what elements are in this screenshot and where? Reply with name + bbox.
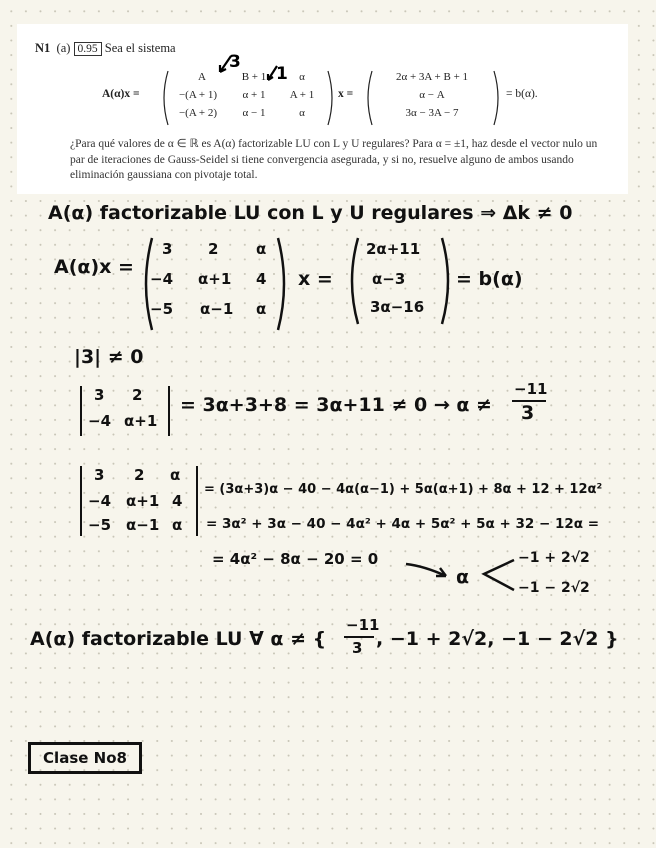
system-lhs: A(α)x = — [102, 88, 140, 100]
hw-conclusion-frac-num: −11 — [346, 616, 380, 634]
hw-det3-line1: = (3α+3)α − 40 − 4α(α−1) + 5α(α+1) + 8α + 12 + 12α² — [204, 482, 603, 497]
matrix-cell: α — [299, 107, 305, 119]
x-equals: x = — [338, 88, 354, 100]
hw-det3-cell: −4 — [88, 492, 112, 510]
vector-cell: 3α − 3A − 7 — [405, 107, 459, 119]
hw-matrix-cell: α — [256, 240, 267, 258]
hw-det2-cell: 2 — [132, 386, 143, 404]
system-rhs: = b(α). — [506, 88, 538, 100]
hw-matrix-cell: −5 — [150, 300, 174, 318]
hw-matrix-cell: 2 — [208, 240, 219, 258]
clase-label: Clase No8 — [28, 742, 142, 774]
det-bar — [80, 386, 82, 436]
hw-matrix-cell: 3 — [162, 240, 173, 258]
det-bar — [196, 466, 198, 536]
hw-system-rhs: = b(α) — [456, 268, 523, 290]
hw-right-paren — [276, 236, 290, 332]
hw-conclusion-frac-den: 3 — [352, 639, 363, 657]
hw-det3-cell: 2 — [134, 466, 145, 484]
hw-matrix-cell: α−1 — [200, 300, 234, 318]
hw-det2-cell: α+1 — [124, 412, 158, 430]
hw-det2-equation: = 3α+3+8 = 3α+11 ≠ 0 → α ≠ — [180, 394, 492, 416]
hw-root2: −1 − 2√2 — [518, 580, 590, 596]
hw-matrix-cell: −4 — [150, 270, 174, 288]
hw-vector-cell: 3α−16 — [370, 298, 425, 316]
arrow-icon — [404, 558, 452, 582]
hw-det2-frac-num: −11 — [514, 380, 548, 398]
hw-conclusion-prefix: A(α) factorizable LU ∀ α ≠ { — [30, 628, 327, 650]
matrix-cell: −(A + 2) — [178, 107, 218, 119]
hw-det3-cell: α+1 — [126, 492, 160, 510]
matrix-cell: −(A + 1) — [178, 89, 218, 101]
hw-det3-cell: α — [172, 516, 183, 534]
hw-x-equals: x = — [298, 268, 333, 290]
annotation-a-value: 3 — [229, 52, 241, 72]
hw-det2-frac-den: 3 — [521, 402, 535, 424]
hw-det3-cell: α−1 — [126, 516, 160, 534]
hw-condition: A(α) factorizable LU con L y U regulares ⇒ Δk ≠ 0 — [48, 202, 573, 224]
problem-intro: Sea el sistema — [104, 41, 176, 55]
det-bar — [168, 386, 170, 436]
matrix-cell: A + 1 — [289, 89, 315, 101]
fraction-bar — [344, 636, 374, 638]
hw-det3-line3: = 4α² − 8α − 20 = 0 — [212, 550, 379, 568]
hw-vector-cell: 2α+11 — [366, 240, 421, 258]
vector-cell: α − A — [419, 89, 445, 101]
hw-system-lhs: A(α)x = — [54, 256, 134, 278]
hw-det3-line2: = 3α² + 3α − 40 − 4α² + 4α + 5α² + 5α + 32 − 12α = — [206, 516, 600, 532]
hw-conclusion-rest: , −1 + 2√2, −1 − 2√2 } — [376, 628, 619, 650]
hw-det3-cell: 4 — [172, 492, 183, 510]
points-box: 0.95 — [74, 42, 102, 56]
hw-det1: |3| ≠ 0 — [74, 346, 144, 368]
matrix-cell: α — [299, 71, 305, 83]
problem-question: ¿Para qué valores de α ∈ ℝ es A(α) factorizable LU con L y U regulares? Para α = ±1, haz desde el vector nulo un par de iteraciones de Gauss-Seidel si tiene convergencia asegurada, y si no, resuelve alguno de ambos usando eliminación gaussiana con pivotaje total. — [70, 138, 598, 181]
hw-right-paren-vector — [440, 236, 454, 326]
hw-root1: −1 + 2√2 — [518, 550, 590, 566]
problem-part: (a) — [56, 41, 71, 55]
right-paren — [326, 69, 336, 127]
problem-number: N1 — [35, 41, 51, 55]
problem-header — [35, 41, 176, 56]
matrix-cell: A — [198, 71, 206, 83]
vector-cell: 2α + 3A + B + 1 — [395, 71, 469, 83]
hw-det2-cell: −4 — [88, 412, 112, 430]
hw-left-paren-vector — [346, 236, 360, 326]
printed-system — [102, 69, 602, 127]
hw-det2-cell: 3 — [94, 386, 105, 404]
hw-alpha: α — [456, 566, 470, 588]
matrix-cell: α + 1 — [242, 89, 266, 101]
hw-det3-cell: 3 — [94, 466, 105, 484]
annotation-b-value: 1 — [276, 64, 288, 84]
hw-det3-cell: −5 — [88, 516, 112, 534]
right-paren-vector — [492, 69, 502, 127]
hw-det3-cell: α — [170, 466, 181, 484]
det-bar — [80, 466, 82, 536]
hw-matrix-cell: α — [256, 300, 267, 318]
hw-vector-cell: α−3 — [372, 270, 406, 288]
branch-icon — [478, 556, 518, 596]
matrix-cell: B + 1 — [241, 71, 267, 83]
hw-matrix-cell: 4 — [256, 270, 267, 288]
hw-matrix-cell: α+1 — [198, 270, 232, 288]
problem-statement — [17, 24, 628, 194]
matrix-cell: α − 1 — [242, 107, 266, 119]
